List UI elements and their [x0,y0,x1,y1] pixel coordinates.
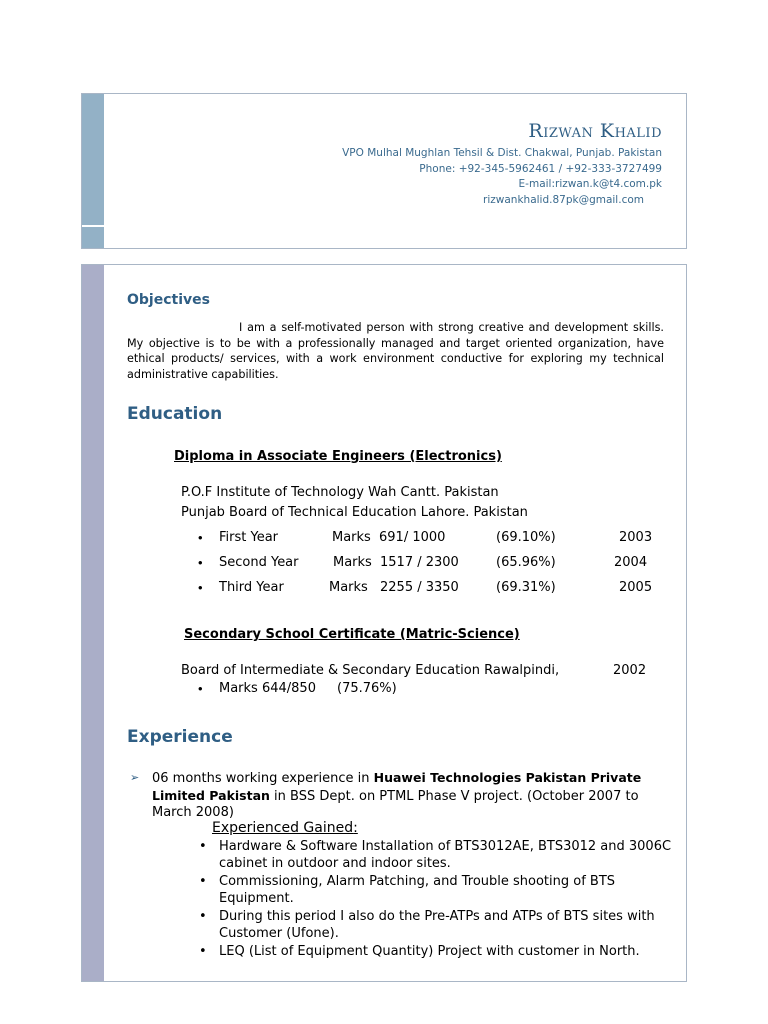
list-item: • During this period I also do the Pre-ATPs and ATPs of BTS sites with Customer (Ufone). [199,909,655,941]
email-line-2: rizwankhalid.87pk@gmail.com [483,193,644,206]
arrow-bullet-icon: ➢ [130,771,140,784]
marks-value: 2255 / 3350 [380,580,459,595]
diploma-title: Diploma in Associate Engineers (Electronics) [174,449,502,464]
ssc-marks: Marks 644/850 [219,681,316,696]
percent-value: (65.96%) [496,555,556,570]
year-label: Second Year [219,555,299,570]
year-value: 2005 [619,580,653,595]
bullet: • [198,555,203,570]
experience-gained-title: Experienced Gained: [212,820,358,836]
ssc-percent: (75.76%) [337,681,397,696]
education-heading: Education [127,404,223,424]
objectives-heading: Objectives [127,292,210,308]
header-box [81,93,687,249]
diploma-board: Punjab Board of Technical Education Lahore. Pakistan [181,505,528,520]
address-line: VPO Mulhal Mughlan Tehsil & Dist. Chakwal, Punjab. Pakistan [342,147,662,159]
ssc-title: Secondary School Certificate (Matric-Science) [184,627,520,642]
marks-label: Marks [333,555,372,570]
experience-gained-list [199,838,679,961]
percent-value: (69.31%) [496,580,556,595]
company-name: Huawei Technologies Pakistan Private Limited Pakistan [152,770,642,803]
marks-label: Marks [332,530,371,545]
marks-value: 1517 / 2300 [380,555,459,570]
percent-value: (69.10%) [496,530,556,545]
year-value: 2004 [614,555,648,570]
bullet: • [198,580,203,595]
ssc-year: 2002 [613,663,647,678]
ssc-board: Board of Intermediate & Secondary Education Rawalpindi, [181,663,560,678]
objectives-text: I am a self-motivated person with strong creative and development skills. My objective is to be with a professionally managed and target oriented organization, have ethical products/ services, with a work environment conductive for exploring my technical administrative capabilities. [127,321,664,381]
body-box [81,264,687,982]
bullet: • [198,530,203,545]
bullet: • [198,681,203,696]
year-label: First Year [219,530,279,545]
diploma-institute: P.O.F Institute of Technology Wah Cantt. Pakistan [181,485,499,500]
year-label: Third Year [219,580,284,595]
phone-line: Phone: +92-345-5962461 / +92-333-3727499 [419,162,662,175]
list-item: • Commissioning, Alarm Patching, and Trouble shooting of BTS Equipment. [199,874,616,906]
body-accent-bar [82,265,104,981]
year-value: 2003 [619,530,653,545]
experience-entry: ➢ 06 months working experience in Huawei Technologies Pakistan Private Limited Pakistan in BSS Dept. on PTML Phase V project. (October 2007 to March 2008) [130,770,642,820]
marks-label: Marks [329,580,368,595]
marks-value: 691/ 1000 [379,530,446,545]
email-line-1: E-mail:rizwan.k@t4.com.pk [518,178,662,190]
experience-heading: Experience [127,727,233,747]
candidate-name: Rizwan Khalid [528,120,662,142]
contact-block [342,116,662,208]
list-item: • LEQ (List of Equipment Quantity) Project with customer in North. [199,944,640,959]
list-item: • Hardware & Software Installation of BTS3012AE, BTS3012 and 3006C cabinet in outdoor and indoor sites. [199,839,672,871]
header-accent-notch [82,225,104,227]
